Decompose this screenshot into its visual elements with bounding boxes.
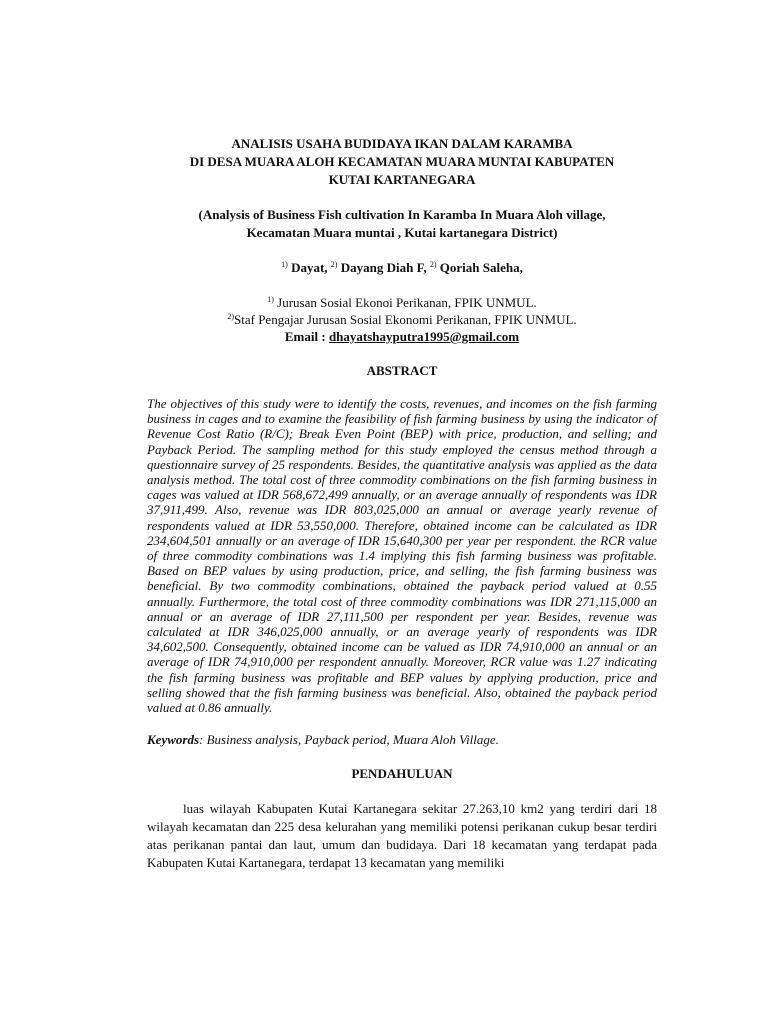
affiliations [147,294,657,345]
title-line: DI DESA MUARA ALOH KECAMATAN MUARA MUNTAI KABUPATEN [189,154,615,169]
abstract-text: The objectives of this study were to identify the costs, revenues, and incomes on the fish farming business in cages and to examine the feasibility of fish farming business by using the indicator of Revenue Cost Ratio (R/C); Break Even Point (BEP) with price, production, and selling; and Payback Period. The sampling method for this study employed the census method through a questionnaire survey of 25 respondents. Besides, the quantitative analysis was applied as the data analysis method. The total cost of three commodity combinations on the fish farming business in cages was valued at IDR 568,672,499 annually, or an average annually of respondents was IDR 37,911,499. Also, revenue was IDR 803,025,000 an annual or average yearly revenue of respondents valued at IDR 53,550,000. Therefore, obtained income can be calculated as IDR 234,604,501 annually or an average of IDR 15,640,300 per year per respondent. the RCR value of three commodity combinations was 1.4 implying this fish farming business was profitable. Based on BEP values by using production, price, and selling, the fish farming business was beneficial. By two commodity combinations, obtained the payback period valued at 0.55 annually. Furthermore, the total cost of three commodity combinations was IDR 271,115,000 an annual or an average of IDR 27,111,500 per respondent per year. Besides, revenue was calculated at IDR 346,025,000 annually, or an average yearly of respondents was IDR 34,602,500. Consequently, obtained income can be valued as IDR 74,910,000 an annual or an average of IDR 74,910,000 per respondent annually. Moreover, RCR value was 1.27 indicating the fish farming business was profitable and BEP values by applying production, price and selling showed that the fish farming business was beneficial. Also, obtained the payback period valued at 0.86 annually. [147,396,657,716]
affiliation-line [147,294,657,311]
email-label: Email : [284,329,329,344]
author-name: Dayang Diah F, [340,260,427,275]
introduction-paragraph: luas wilayah Kabupaten Kutai Kartanegara sekitar 27.263,10 km2 yang terdiri dari 18 wilayah kecamatan dan 225 desa kelurahan yang memiliki potensi perikanan cukup besar terdiri atas perikanan pantai dan laut, umum dan budidaya. Dari 18 kecamatan yang terdapat pada Kabupaten Kutai Kartanegara, terdapat 13 kecamatan yang memiliki [147,801,657,871]
author-name: Dayat, [291,260,328,275]
author-marker: 2) [330,260,338,269]
keywords-text: : Business analysis, Payback period, Muara Aloh Village. [199,732,499,748]
email-line [147,328,657,345]
affiliation-text: Jurusan Sosial Ekonoi Perikanan, FPIK UNMUL. [277,295,537,310]
keywords [147,732,657,748]
email-link[interactable]: dhayatshayputra1995@gmail.com [328,329,520,344]
affiliation-text: Staf Pengajar Jurusan Sosial Ekonomi Perikanan, FPIK UNMUL. [234,312,577,327]
abstract-heading: ABSTRACT [366,363,438,378]
author-name: Qoriah Saleha, [439,260,523,275]
paper-title [147,135,657,189]
author-marker: 2) [429,260,437,269]
paper-page [147,135,657,872]
keywords-label: Keywords [147,732,199,748]
title-line: ANALISIS USAHA BUDIDAYA IKAN DALAM KARAMBA [231,136,573,151]
introduction-heading: PENDAHULUAN [351,766,453,782]
author-list [147,259,657,277]
author-marker: 1) [281,260,288,269]
affiliation-marker: 2) [227,312,234,321]
title-line: KUTAI KARTANEGARA [328,172,476,187]
english-title [147,206,657,242]
affiliation-marker: 1) [267,295,274,304]
english-title-line: (Analysis of Business Fish cultivation In Karamba In Muara Aloh village, [198,207,606,222]
affiliation-line [147,311,657,328]
english-title-line: Kecamatan Muara muntai , Kutai kartanegara District) [246,225,558,240]
